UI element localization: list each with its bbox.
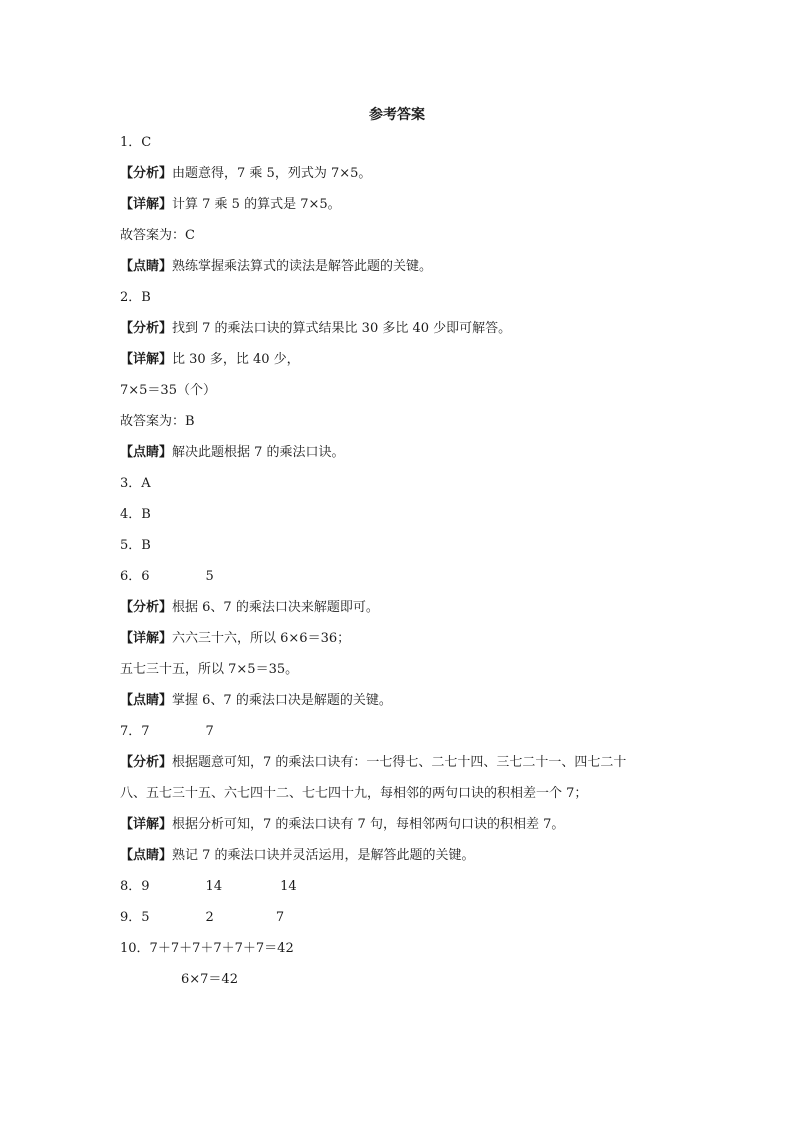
answer-line-5: 5．B <box>120 538 151 553</box>
detail-line: 【详解】计算 7 乘 5 的算式是 7×5。 <box>120 197 341 212</box>
answer-line-8: 8．9 14 14 <box>120 879 297 894</box>
analysis-line: 【分析】由题意得，7 乘 5，列式为 7×5。 <box>120 166 372 181</box>
tip-line: 【点睛】解决此题根据 7 的乘法口诀。 <box>120 445 345 460</box>
blank-answer: 7 <box>205 724 214 739</box>
tip-line: 【点睛】熟记 7 的乘法口诀并灵活运用，是解答此题的关键。 <box>120 848 475 863</box>
answer-line-3: 3．A <box>120 476 151 491</box>
answer-line-10: 10．7＋7＋7＋7＋7＋7＝42 <box>120 941 294 956</box>
answer-line-9: 9．5 2 7 <box>120 910 285 925</box>
blank-answer: 14 <box>280 879 297 894</box>
blank-answer: 7 <box>275 910 285 925</box>
page-title: 参考答案 <box>369 107 425 123</box>
answer-conclusion-line: 故答案为：B <box>120 414 195 429</box>
detail-line: 【详解】六六三十六，所以 6×6＝36； <box>120 631 351 646</box>
answer-line-4: 4．B <box>120 507 151 522</box>
answer-line-1: 1．C <box>120 135 152 150</box>
detail-line: 【详解】比 30 多，比 40 少， <box>120 352 300 367</box>
detail-line: 【详解】根据分析可知，7 的乘法口诀有 7 句，每相邻两句口诀的积相差 7。 <box>120 817 565 832</box>
answer-line-2: 2．B <box>120 290 151 305</box>
answer-line-7: 7．7 7 <box>120 724 214 739</box>
tip-line: 【点睛】掌握 6、7 的乘法口决是解题的关键。 <box>120 693 392 708</box>
detail-continuation-line: 五七三十五，所以 7×5＝35。 <box>120 662 299 677</box>
tip-line: 【点睛】熟练掌握乘法算式的读法是解答此题的关键。 <box>120 259 433 274</box>
blank-answer: 5 <box>205 569 214 584</box>
equation-line: 7×5＝35（个） <box>120 383 216 398</box>
blank-answer: 14 <box>205 879 223 894</box>
answer-line-6: 6．6 5 <box>120 569 214 584</box>
blank-answer: 2 <box>205 910 214 925</box>
analysis-line: 【分析】根据题意可知，7 的乘法口诀有：一七得七、二七十四、三七二十一、四七二十 <box>120 755 627 770</box>
equation-line: 6×7＝42 <box>181 972 238 987</box>
analysis-line: 【分析】根据 6、7 的乘法口决来解题即可。 <box>120 600 379 615</box>
analysis-continuation-line: 八、五七三十五、六七四十二、七七四十九，每相邻的两句口诀的积相差一个 7； <box>120 786 588 801</box>
analysis-line: 【分析】找到 7 的乘法口诀的算式结果比 30 多比 40 少即可解答。 <box>120 321 512 336</box>
answer-conclusion-line: 故答案为：C <box>120 228 195 243</box>
